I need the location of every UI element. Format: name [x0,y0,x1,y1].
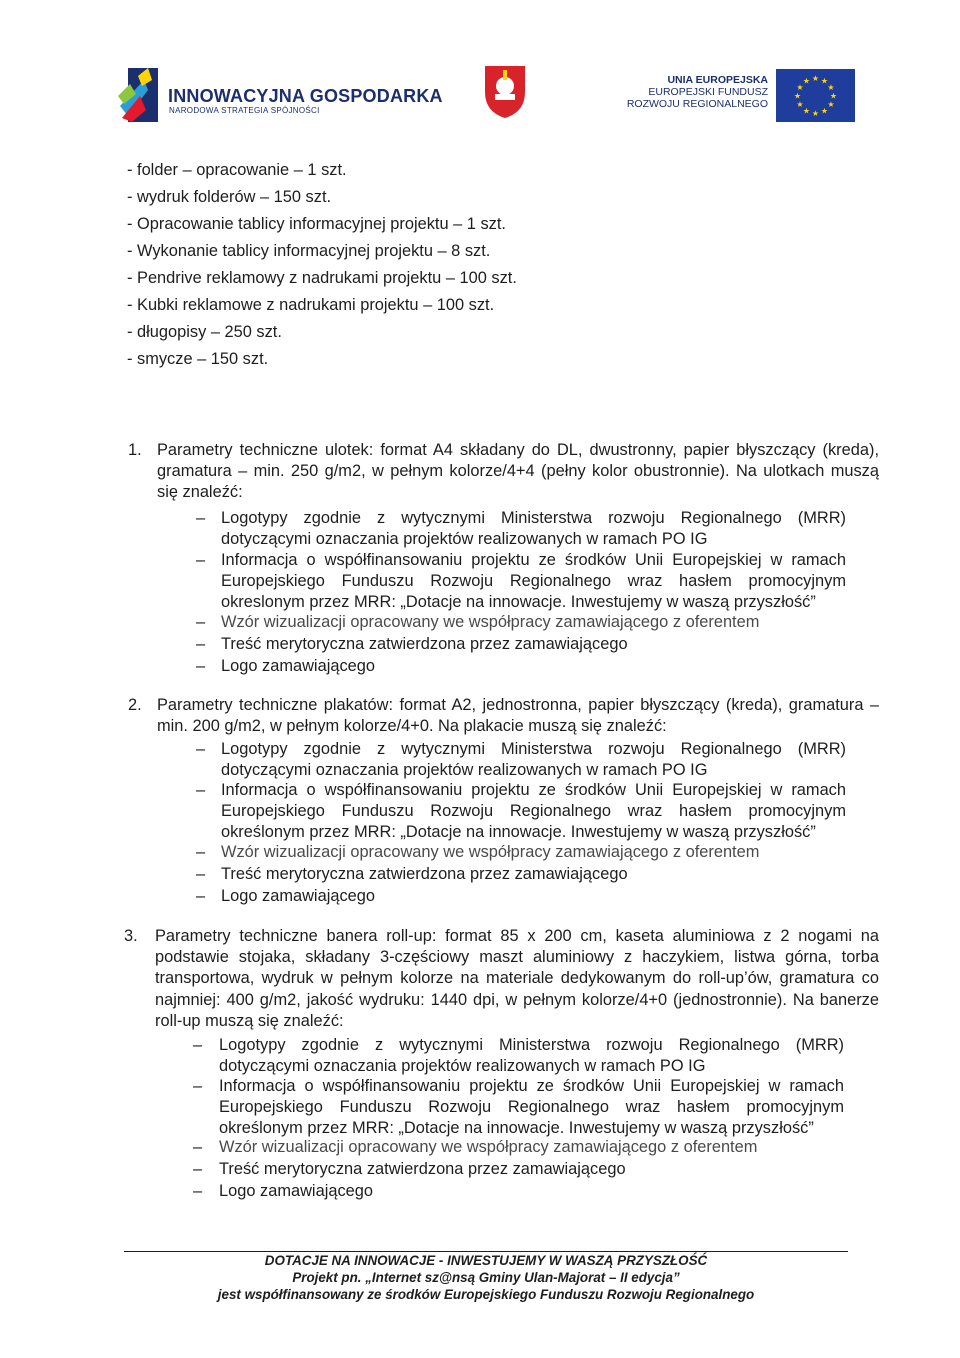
bullet-dash: – [196,657,206,675]
svg-text:★: ★ [811,109,820,118]
innowacyjna-gospodarka-logo-icon [118,66,158,124]
svg-text:★: ★ [820,106,829,116]
svg-text:★: ★ [796,83,804,92]
svg-text:★: ★ [827,83,835,92]
footer-cofinancing: jest współfinansowany ze środków Europejskiego Funduszu Rozwoju Regionalnego [217,1287,755,1302]
bullet-dash: – [196,865,206,883]
bullet-dash: – [196,781,206,799]
footer-slogan: DOTACJE NA INNOWACJE - INWESTUJEMY W WASZĄ PRZYSZŁOŚĆ [264,1253,708,1268]
bullet-text: Logo zamawiającego [219,1182,373,1200]
list-item: - długopisy – 250 szt. [127,323,282,341]
eu-text-block [600,74,768,110]
svg-text:★: ★ [793,91,802,101]
section-number: 1. [128,441,142,459]
svg-text:★: ★ [811,74,820,83]
bullet-text: Logotypy zgodnie z wytycznymi Ministerstwa rozwoju Regionalnego (MRR) dotyczącymi oznaczania projektów realizowanych w ramach PO IG [219,1036,844,1076]
svg-text:★: ★ [827,100,835,109]
list-item: - Kubki reklamowe z nadrukami projektu – 100 szt. [127,296,495,314]
bullet-dash: – [193,1138,203,1156]
bullet-dash: – [196,613,206,631]
footer-project-name: Projekt pn. „Internet sz@nsą Gminy Ulan-Majorat – II edycja” [292,1270,680,1285]
bullet-text: Wzór wizualizacji opracowany we współpracy zamawiającego z oferentem [221,843,760,861]
list-item: - Pendrive reklamowy z nadrukami projektu – 100 szt. [127,269,517,287]
bullet-text: Logotypy zgodnie z wytycznymi Ministerstwa rozwoju Regionalnego (MRR) dotyczącymi oznaczania projektów realizowanych w ramach PO IG [221,509,846,549]
bullet-dash: – [193,1077,203,1095]
section-paragraph: Parametry techniczne plakatów: format A2, jednostronna, papier błyszczący (kreda), gramatura – min. 200 g/m2, w pełnym kolorze/4+0. Na plakacie muszą się znaleźć: [157,696,879,736]
bullet-dash: – [196,887,206,905]
bullet-dash: – [193,1182,203,1200]
list-item: - Wykonanie tablicy informacyjnej projektu – 8 szt. [127,242,491,260]
bullet-dash: – [193,1160,203,1178]
svg-text:★: ★ [829,91,838,101]
coat-of-arms-icon [481,62,529,120]
eu-regional-label: ROZWOJU REGIONALNEGO [626,98,768,110]
bullet-dash: – [196,551,206,569]
bullet-text: Wzór wizualizacji opracowany we współpracy zamawiającego z oferentem [221,613,760,631]
section-paragraph: Parametry techniczne ulotek: format A4 składany do DL, dwustronny, papier błyszczący (kreda), gramatura – min. 250 g/m2, w pełnym kolorze/4+4 (pełny kolor obustronnie). Na ulotkach muszą się znaleźć: [157,441,879,502]
section-number: 2. [128,696,142,714]
section-number: 3. [124,927,138,945]
bullet-dash: – [196,509,206,527]
svg-text:★: ★ [802,76,811,86]
eu-fund-label: EUROPEJSKI FUNDUSZ [648,86,768,98]
bullet-dash: – [196,635,206,653]
list-item: - folder – opracowanie – 1 szt. [127,161,347,179]
bullet-text: Treść merytoryczna zatwierdzona przez zamawiającego [221,635,628,653]
list-item: - wydruk folderów – 150 szt. [127,188,332,206]
bullet-text: Logo zamawiającego [221,887,375,905]
bullet-text: Informacja o współfinansowaniu projektu ze środków Unii Europejskiej w ramach Europejskiego Funduszu Rozwoju Regionalnego wraz hasłem promocyjnym okreslonym przez MRR: „Dotacje na innowacje. Inwestujemy w waszą przyszłość” [221,551,846,612]
innowacyjna-gospodarka-title: INNOWACYJNA GOSPODARKA [168,86,443,106]
eu-flag-icon [776,69,855,122]
bullet-text: Treść merytoryczna zatwierdzona przez zamawiającego [221,865,628,883]
section-paragraph: Parametry techniczne banera roll-up: format 85 x 200 cm, kaseta aluminiowa z 2 nogami na podstawie stojaka, składany 3-częściowy maszt aluminiowy z haczykiem, listwa górna, torba transportowa, wydruk w pełnym kolorze na materiale dedykowanym do roll-up’ów, gramatura co najmniej: 400 g/m2, jakość wydruku: 1440 dpi, w pełnym kolorze/4+0 (jednostronnie). Na banerze roll-up muszą się znaleźć: [155,927,879,1030]
bullet-text: Logotypy zgodnie z wytycznymi Ministerstwa rozwoju Regionalnego (MRR) dotyczącymi oznaczania projektów realizowanych w ramach PO IG [221,740,846,780]
innowacyjna-gospodarka-subtitle: NARODOWA STRATEGIA SPÓJNOŚCI [169,106,320,115]
bullet-text: Treść merytoryczna zatwierdzona przez zamawiającego [219,1160,626,1178]
bullet-dash: – [196,843,206,861]
bullet-text: Informacja o współfinansowaniu projektu ze środków Unii Europejskiej w ramach Europejskiego Funduszu Rozwoju Regionalnego wraz hasłem promocyjnym określonym przez MRR: „Dotacje na innowacje. Inwestujemy w waszą przyszłość” [219,1077,844,1138]
bullet-text: Wzór wizualizacji opracowany we współpracy zamawiającego z oferentem [219,1138,758,1156]
bullet-dash: – [196,740,206,758]
bullet-dash: – [193,1036,203,1054]
bullet-text: Informacja o współfinansowaniu projektu ze środków Unii Europejskiej w ramach Europejskiego Funduszu Rozwoju Regionalnego wraz hasłem promocyjnym określonym przez MRR: „Dotacje na innowacje. Inwestujemy w waszą przyszłość” [221,781,846,842]
eu-union-label: UNIA EUROPEJSKA [667,74,768,86]
svg-text:★: ★ [796,100,804,109]
list-item: - smycze – 150 szt. [127,350,269,368]
bullet-text: Logo zamawiającego [221,657,375,675]
list-item: - Opracowanie tablicy informacyjnej projektu – 1 szt. [127,215,506,233]
svg-text:★: ★ [802,106,811,116]
svg-text:★: ★ [820,76,829,86]
